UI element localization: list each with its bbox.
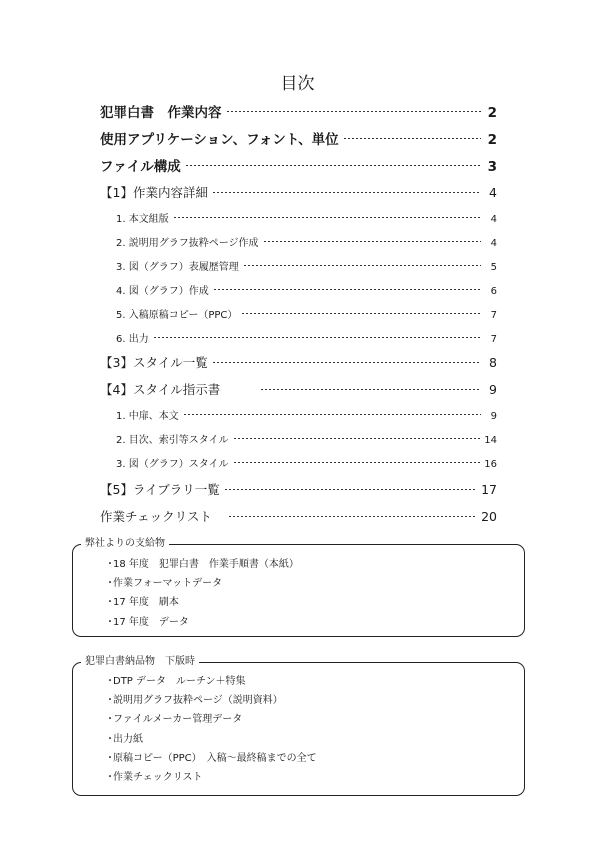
toc-entry[interactable] [100,353,497,371]
toc-entry-label: 使用アプリケーション、フォント、単位 [100,132,339,148]
dot-leader [226,111,482,112]
toc-entry[interactable] [100,507,497,525]
toc-entry[interactable] [116,407,497,422]
toc-entry[interactable] [116,258,497,273]
toc-entry-label: 【1】作業内容詳細 [100,185,208,200]
toc-entry-page: 4 [490,214,497,225]
toc-entry-label: 1. 中扉、本文 [116,411,179,422]
toc-entry-page: 14 [484,435,497,446]
list-item: ・作業チェックリスト [105,772,203,784]
toc-entry[interactable] [116,234,497,249]
toc-entry-page: 9 [490,411,497,422]
dot-leader [153,337,481,338]
toc-entry-label: 6. 出力 [116,334,149,345]
list-item: ・作業フォーマットデータ [105,578,223,590]
toc-entry-label: 犯罪白書 作業内容 [100,105,222,121]
dot-leader [183,414,481,415]
list-item: ・原稿コピー（PPC） 入稿〜最終稿までの全て [105,752,317,764]
toc-entry-label: 3. 図（グラフ）スタイル [116,459,229,470]
toc-entry[interactable] [100,380,497,398]
toc-entry-label: 2. 目次、索引等スタイル [116,435,229,446]
dot-leader [260,389,481,390]
toc-entry[interactable] [116,210,497,225]
dot-leader [224,489,477,490]
toc-entry[interactable] [100,480,497,498]
dot-leader [228,516,477,517]
delivery-materials-heading: 犯罪白書納品物 下版時 [81,655,199,669]
toc-entry[interactable] [100,183,497,201]
dot-leader [213,289,481,290]
toc-entry-label: 2. 説明用グラフ抜粋ページ作成 [116,238,259,249]
list-item: ・ファイルメーカー管理データ [105,714,243,726]
dot-leader [233,462,481,463]
dot-leader [173,217,481,218]
list-item: ・出力紙 [105,733,143,745]
toc-entry-page: 7 [490,334,497,345]
toc-entry[interactable] [116,306,497,321]
list-item: ・18 年度 犯罪白書 作業手順書（本紙） [105,559,299,570]
supplied-materials-list [105,555,299,632]
toc-entry-page: 16 [484,459,497,470]
toc-entry[interactable] [116,455,497,470]
toc-entry-label: 5. 入稿原稿コピー（PPC） [116,310,238,321]
toc-entry-page: 5 [490,262,497,273]
toc-entry[interactable] [100,101,497,121]
toc-entry-label: ファイル構成 [100,159,181,175]
toc-entry[interactable] [116,282,497,297]
dot-leader [185,165,481,166]
toc-entry-page: 2 [487,132,497,148]
toc-entry-page: 4 [490,238,497,249]
delivery-materials-box [72,656,525,796]
toc-entry-page: 4 [489,185,497,200]
toc-entry-label: 【4】スタイル指示書 [100,382,221,397]
toc-entry-label: 3. 図（グラフ）表履歴管理 [116,262,239,273]
dot-leader [243,265,481,266]
toc-entry-page: 20 [481,509,497,524]
toc-entry[interactable] [100,155,497,175]
list-item: ・DTP データ ルーチン＋特集 [105,676,246,687]
list-item: ・17 年度 データ [105,616,189,628]
dot-leader [233,438,481,439]
toc-entry-label: 【5】ライブラリ一覧 [100,482,220,497]
toc-entry-page: 9 [489,382,497,397]
toc-entry[interactable] [116,330,497,345]
dot-leader [343,138,481,139]
toc-entry[interactable] [116,431,497,446]
list-item: ・17 年度 刷本 [105,597,179,609]
toc-entry-label: 【3】スタイル一覧 [100,355,208,370]
dot-leader [212,362,481,363]
toc-entry-label: 1. 本文組版 [116,214,169,225]
delivery-materials-list [105,672,317,787]
dot-leader [263,241,481,242]
toc-entry-page: 17 [481,482,497,497]
page-title: 目次 [280,74,315,94]
toc-entry-page: 2 [487,105,497,121]
toc-entry-label: 作業チェックリスト [100,509,212,524]
toc-entry-label: 4. 図（グラフ）作成 [116,286,209,297]
dot-leader [212,192,481,193]
supplied-materials-heading: 弊社よりの支給物 [81,537,169,551]
supplied-materials-box [72,538,525,637]
toc-entry-page: 3 [487,159,497,175]
toc-entry[interactable] [100,128,497,148]
toc-entry-page: 8 [489,355,497,370]
list-item: ・説明用グラフ抜粋ページ（説明資料） [105,695,283,707]
dot-leader [241,313,481,314]
toc-entry-page: 7 [490,310,497,321]
toc-entry-page: 6 [490,286,497,297]
